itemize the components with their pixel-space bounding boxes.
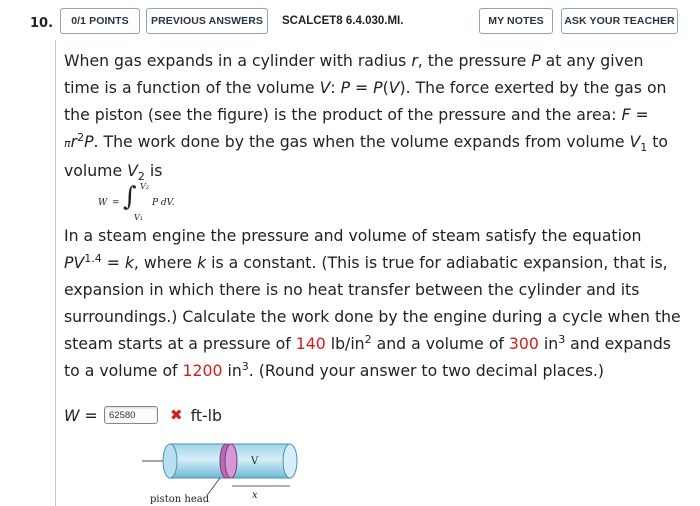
integral-integrand: P dV. [152, 198, 175, 208]
answer-input[interactable]: 62580 [104, 406, 158, 424]
answer-unit: ft-lb [190, 405, 222, 425]
answer-label: W = [64, 405, 98, 425]
integral-lower-limit: V₁ [134, 213, 143, 222]
given-pressure: 140 [295, 334, 326, 353]
initial-volume: 300 [508, 334, 539, 353]
question-border [55, 40, 56, 506]
figure-label-piston-head: piston head [150, 494, 210, 505]
problem-intro-paragraph: When gas expands in a cylinder with radius r, the pressure P at any given time is a function of the volume V: P = P(V). The force exerted by the gas on the piston (see the figure) is the product of the pressure and the area: $F = \pi r^2P$. The work done by the gas when the volume expands from volume $V_1$ to volume $V_2$ is [64, 51, 669, 184]
integral-equals: = [112, 198, 120, 208]
points-badge: 0/1 POINTS [60, 8, 140, 34]
incorrect-mark-icon: ✖ [170, 406, 183, 424]
problem-main-paragraph: In a steam engine the pressure and volume of steam satisfy the equation $PV^{1.4} = k$, where k is a constant. (This is true for adiabatic expansion, that is, expansion in which there is no heat transfer between the cylinder and its surroundings.) Calculate the work done by the engine during a cycle when the steam starts at a pressure of 140 $lb/in^2$ and a volume of 300 $in^3$ and expands to a volume of 1200 $in^3$. (Round your answer to two decimal places.) [64, 226, 681, 380]
integral-upper-limit: V₂ [140, 182, 149, 191]
volume-units-1: in [543, 334, 559, 353]
piston-cylinder-figure [140, 436, 300, 506]
final-volume: 1200 [182, 361, 223, 380]
integral-sign: ∫ [123, 182, 137, 212]
previous-answers-button[interactable]: PREVIOUS ANSWERS [146, 8, 268, 34]
question-number: 10. [30, 16, 54, 31]
work-integral-formula [98, 180, 238, 226]
figure-label-v: V [251, 456, 259, 467]
source-code: SCALCET8 6.4.030.MI. [282, 15, 404, 27]
piston-head-pointer [208, 478, 220, 494]
figure-label-x: x [252, 490, 258, 501]
integral-lhs: W [98, 198, 108, 208]
answer-row [64, 404, 222, 426]
pressure-units: lb/in [330, 334, 365, 353]
my-notes-button[interactable]: MY NOTES [479, 8, 553, 34]
ask-teacher-button[interactable]: ASK YOUR TEACHER [561, 8, 678, 34]
volume-units-2: in [227, 361, 242, 380]
